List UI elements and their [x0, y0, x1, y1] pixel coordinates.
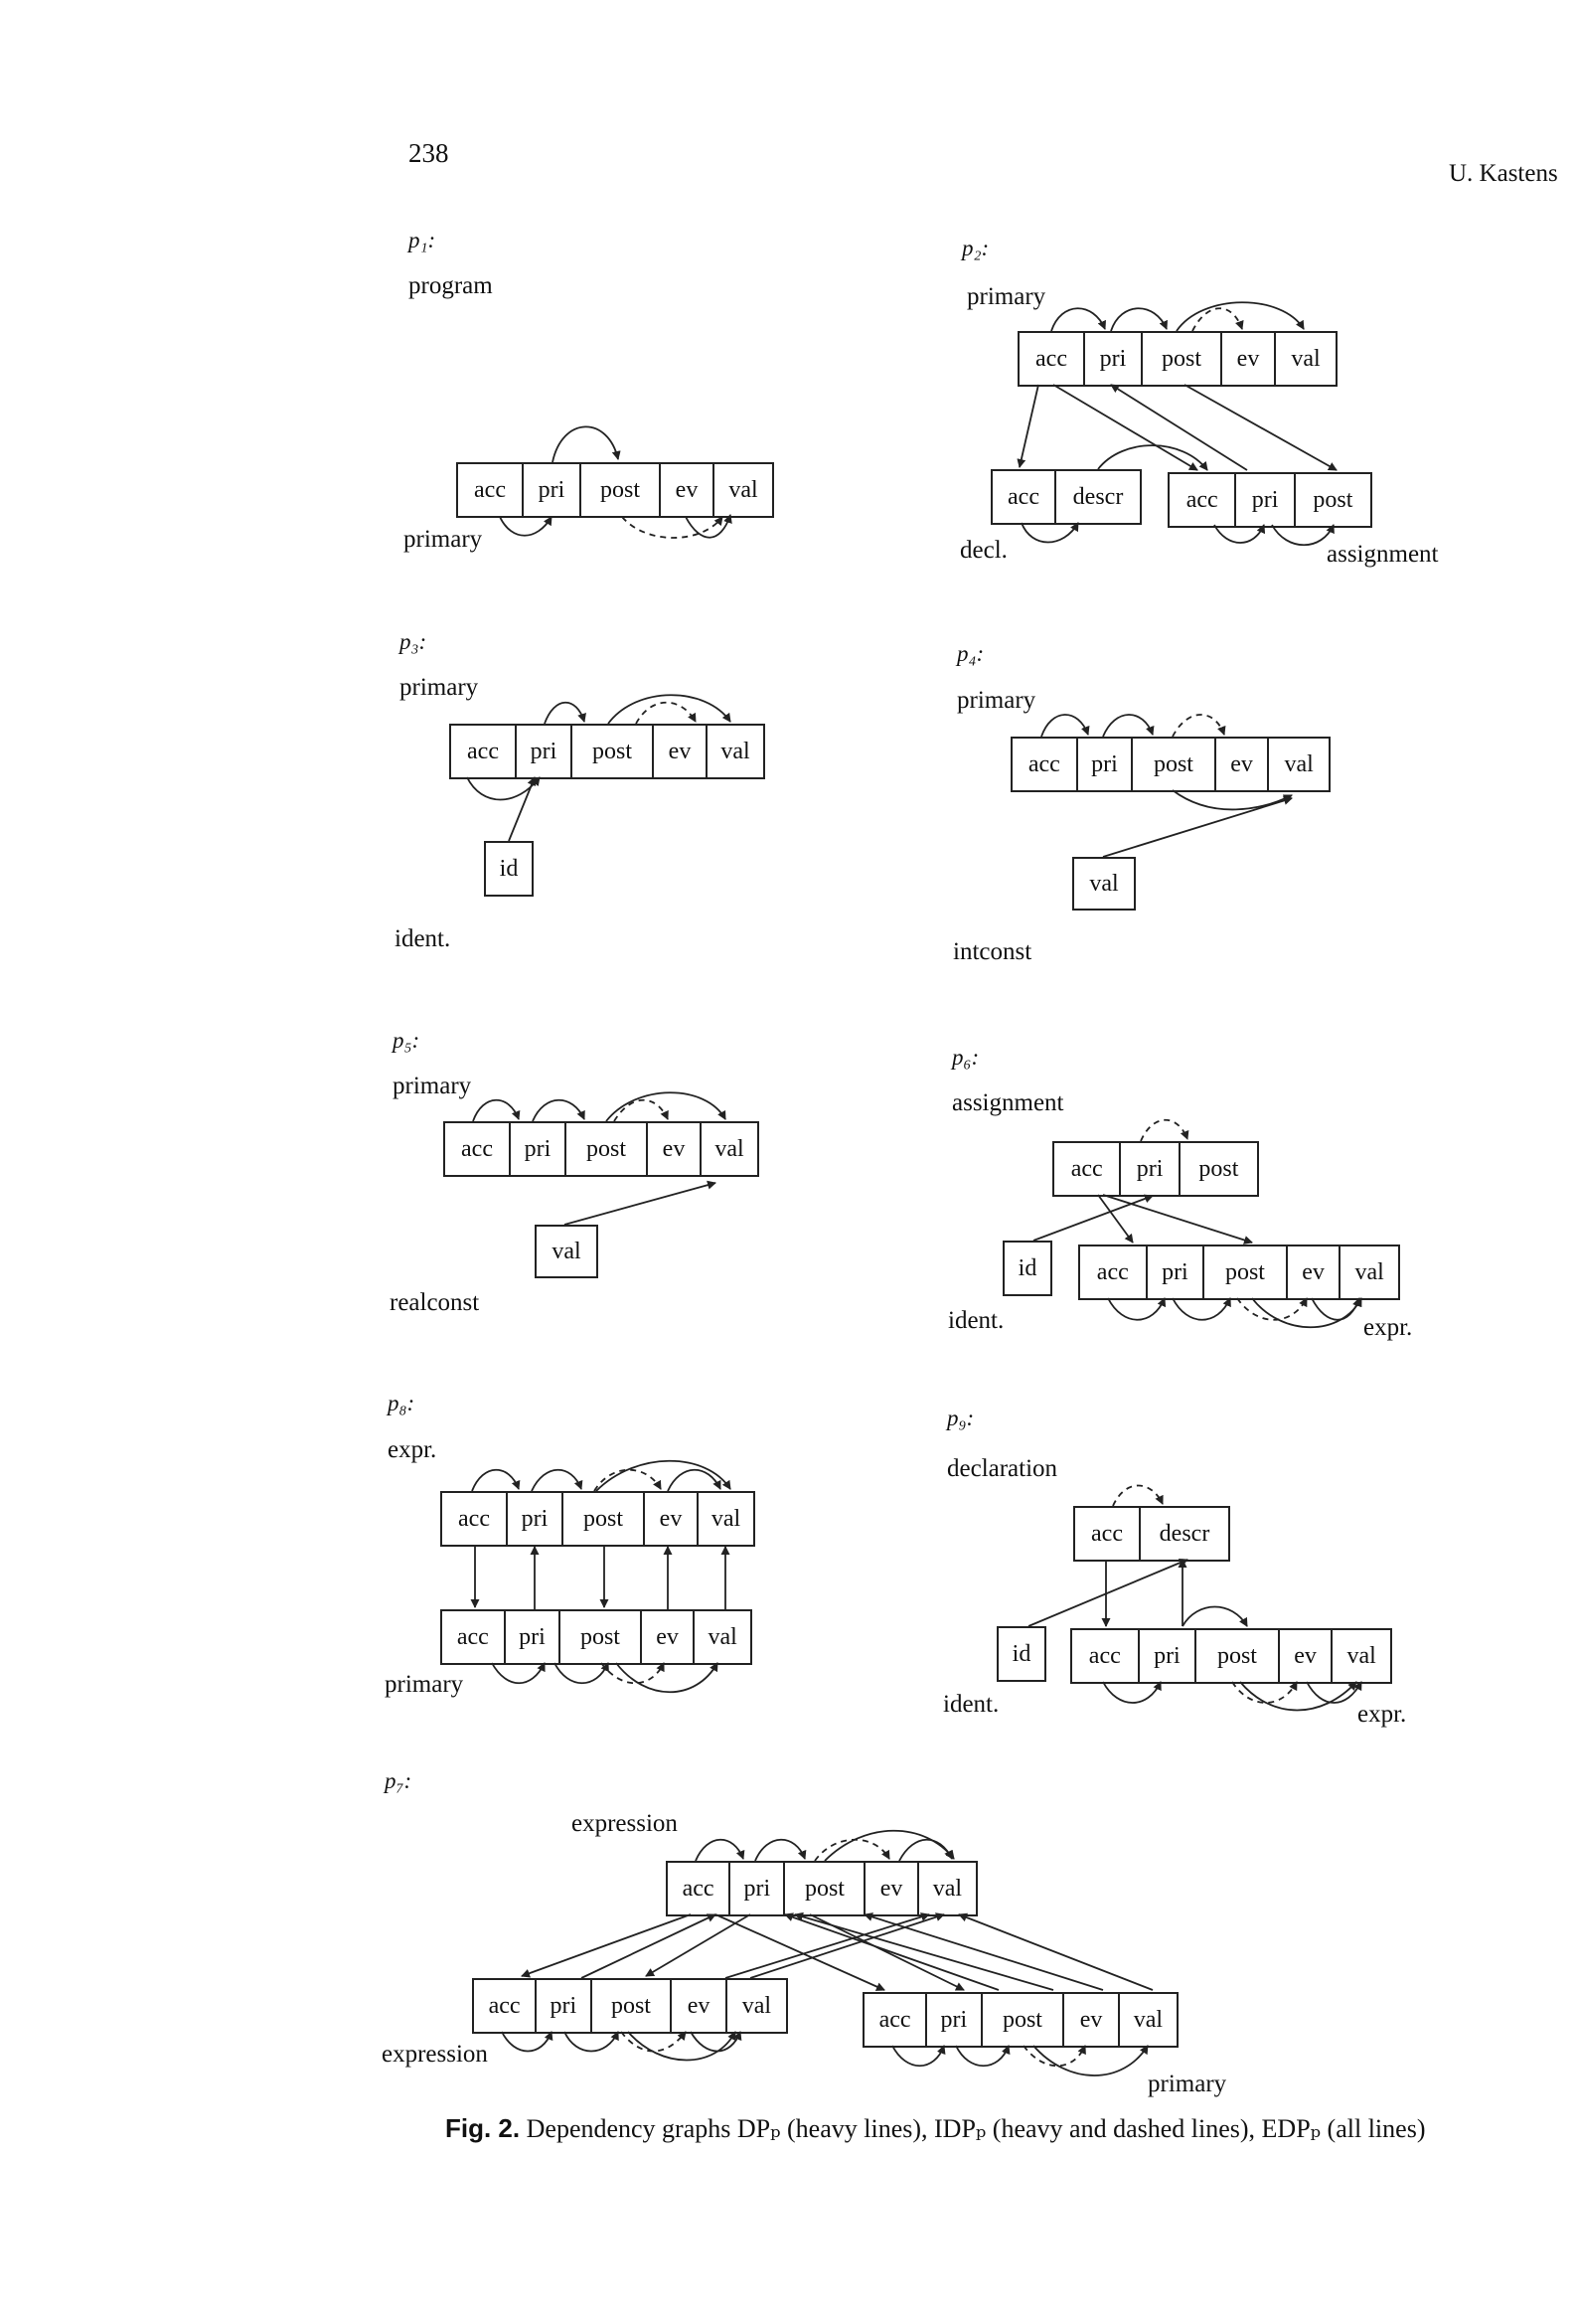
attr-val: val [725, 1980, 786, 2032]
attr-box-p9-declaration [1073, 1506, 1230, 1562]
symbol-primary: primary [957, 687, 1036, 714]
attr-ev: ev [1286, 1246, 1340, 1298]
attr-box-p6-expr [1078, 1245, 1400, 1300]
attr-ev: ev [670, 1980, 724, 2032]
attr-val: val [552, 1239, 581, 1264]
attr-box-p2-assignment [1168, 472, 1372, 528]
label-p6: p₆: [952, 1045, 980, 1070]
attr-pri: pri [504, 1611, 559, 1663]
attr-box-p7-expression-top [666, 1861, 978, 1916]
attr-ev: ev [640, 1611, 694, 1663]
attr-post: post [1294, 474, 1370, 526]
attr-post: post [564, 1123, 646, 1175]
label-p2: p₂: [962, 236, 990, 260]
attr-post: post [1131, 739, 1213, 790]
attr-pri: pri [925, 1994, 980, 2046]
attr-val: val [1267, 739, 1329, 790]
symbol-ident: ident. [394, 925, 451, 952]
attr-post: post [783, 1863, 864, 1914]
label-p9: p₉: [947, 1406, 975, 1430]
attr-val: val [1274, 333, 1336, 385]
attr-val: val [917, 1863, 976, 1914]
figure-number: Fig. 2. [445, 2113, 521, 2143]
label-p1: p₁: [408, 228, 436, 252]
attr-val: val [712, 464, 772, 516]
symbol-assignment: assignment [1327, 541, 1439, 568]
symbol-program: program [408, 272, 493, 299]
attr-box-p3-ident [484, 841, 534, 897]
label-p5: p₅: [393, 1028, 420, 1053]
attr-pri: pri [522, 464, 579, 516]
attr-box-p2-primary [1018, 331, 1338, 387]
attr-val: val [1089, 871, 1119, 897]
symbol-expr: expr. [388, 1436, 437, 1463]
attr-acc: acc [461, 1136, 493, 1162]
label-p4: p₄: [957, 641, 985, 666]
attr-box-p7-primary-right [863, 1992, 1179, 2048]
attr-ev: ev [646, 1123, 700, 1175]
attr-box-p4-intconst [1072, 857, 1136, 911]
attr-ev: ev [864, 1863, 916, 1914]
attr-descr: descr [1139, 1508, 1228, 1560]
symbol-primary: primary [385, 1671, 464, 1698]
attr-val: val [706, 726, 763, 777]
attr-pri: pri [1234, 474, 1293, 526]
attr-acc: acc [474, 477, 506, 503]
attr-box-p6-assignment [1052, 1141, 1259, 1197]
attr-pri: pri [1138, 1630, 1195, 1682]
attr-val: val [693, 1611, 750, 1663]
label-p7: p₇: [385, 1768, 412, 1793]
attr-pri: pri [1146, 1246, 1203, 1298]
attr-post: post [561, 1493, 643, 1545]
symbol-intconst: intconst [953, 938, 1032, 965]
attr-post: post [579, 464, 659, 516]
attr-acc: acc [467, 739, 499, 764]
symbol-expr: expr. [1363, 1314, 1413, 1341]
attr-acc: acc [682, 1876, 714, 1902]
attr-post: post [590, 1980, 671, 2032]
attr-ev: ev [1062, 1994, 1117, 2046]
symbol-expression: expression [382, 2041, 488, 2068]
attr-pri: pri [1076, 739, 1132, 790]
attr-pri: pri [1119, 1143, 1178, 1195]
attr-ev: ev [652, 726, 706, 777]
attr-box-p1-primary [456, 462, 774, 518]
attr-acc: acc [1008, 484, 1039, 510]
running-head-author: U. Kastens [1449, 160, 1558, 187]
attr-post: post [1202, 1246, 1285, 1298]
page-number: 238 [408, 138, 449, 168]
attr-acc: acc [1035, 346, 1067, 372]
attr-acc: acc [878, 2007, 911, 2033]
attr-val: val [1339, 1246, 1398, 1298]
attr-box-p8-primary [440, 1609, 752, 1665]
attr-val: val [1331, 1630, 1390, 1682]
attr-pri: pri [506, 1493, 561, 1545]
attr-acc: acc [1185, 487, 1218, 513]
attr-post: post [1179, 1143, 1257, 1195]
attr-post: post [1194, 1630, 1277, 1682]
attr-acc: acc [1070, 1156, 1103, 1182]
attr-box-p5-primary [443, 1121, 759, 1177]
attr-box-p4-primary [1011, 737, 1331, 792]
attr-pri: pri [515, 726, 570, 777]
symbol-realconst: realconst [390, 1289, 480, 1316]
symbol-primary: primary [1148, 2071, 1227, 2097]
attr-ev: ev [659, 464, 712, 516]
symbol-assignment: assignment [952, 1089, 1064, 1116]
attr-descr: descr [1054, 471, 1140, 523]
symbol-primary: primary [967, 283, 1046, 310]
attr-acc: acc [1088, 1643, 1121, 1669]
symbol-primary: primary [399, 674, 479, 701]
attr-post: post [558, 1611, 639, 1663]
symbol-ident: ident. [943, 1691, 1000, 1718]
attr-acc: acc [1091, 1521, 1123, 1547]
symbol-primary: primary [393, 1073, 472, 1099]
symbol-decl: decl. [960, 537, 1008, 564]
attr-acc: acc [1096, 1259, 1129, 1285]
attr-post: post [981, 1994, 1063, 2046]
attr-acc: acc [458, 1506, 490, 1532]
caption-text: Dependency graphs DPₚ (heavy lines), IDPₚ (heavy and dashed lines), EDPₚ (all lines) [526, 2114, 1426, 2143]
attr-box-p5-realconst [535, 1225, 598, 1278]
label-p3: p₃: [399, 629, 427, 654]
attr-box-p7-expression-left [472, 1978, 788, 2034]
attr-acc: acc [488, 1993, 521, 2019]
attr-val: val [1118, 1994, 1177, 2046]
attr-pri: pri [1083, 333, 1141, 385]
attr-id: id [1012, 1641, 1031, 1667]
attr-acc: acc [456, 1624, 489, 1650]
attr-box-p6-ident [1003, 1241, 1052, 1296]
symbol-primary: primary [403, 526, 483, 553]
attr-box-p8-expr [440, 1491, 755, 1547]
label-p8: p₈: [388, 1391, 415, 1415]
attr-box-p2-decl [991, 469, 1142, 525]
attr-val: val [697, 1493, 753, 1545]
symbol-ident: ident. [948, 1307, 1005, 1334]
attr-post: post [1141, 333, 1220, 385]
symbol-expr: expr. [1357, 1701, 1407, 1728]
attr-pri: pri [728, 1863, 783, 1914]
attr-box-p9-expr [1070, 1628, 1392, 1684]
figure-caption [445, 2115, 1425, 2142]
attr-box-p9-ident [997, 1626, 1046, 1682]
symbol-declaration: declaration [947, 1455, 1058, 1482]
attr-val: val [700, 1123, 757, 1175]
attr-pri: pri [535, 1980, 589, 2032]
attr-id: id [1018, 1255, 1037, 1281]
attr-box-p3-primary [449, 724, 765, 779]
attr-ev: ev [643, 1493, 697, 1545]
symbol-expression: expression [571, 1810, 678, 1837]
attr-acc: acc [1027, 751, 1060, 777]
attr-id: id [499, 856, 519, 882]
attr-ev: ev [1214, 739, 1268, 790]
attr-post: post [570, 726, 652, 777]
attr-pri: pri [509, 1123, 564, 1175]
attr-ev: ev [1220, 333, 1274, 385]
attr-ev: ev [1278, 1630, 1332, 1682]
